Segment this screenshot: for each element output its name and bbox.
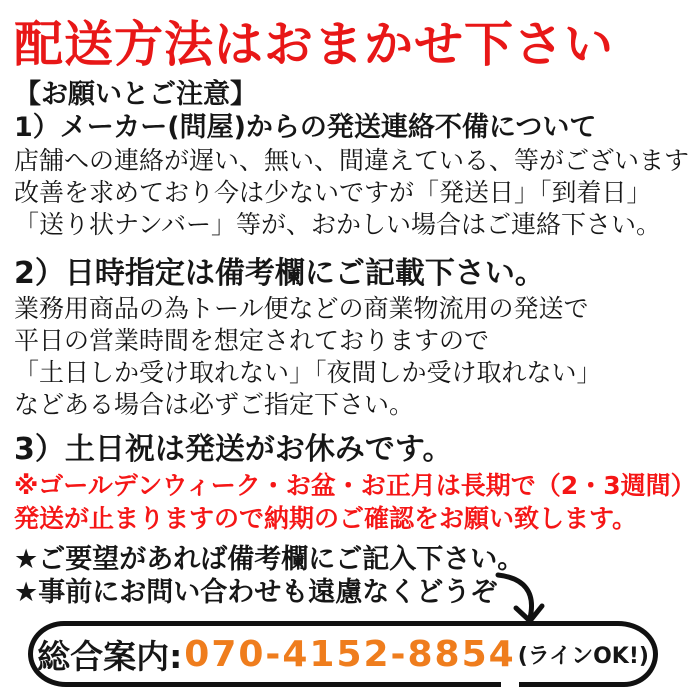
pen-stroke-gap: [501, 680, 519, 689]
notice-subtitle: 【お願いとご注意】: [14, 79, 257, 110]
star-notes: [14, 543, 700, 609]
contact-phone-number: 070-4152-8854: [184, 633, 516, 675]
contact-line-ok-note: (ラインOK!): [517, 643, 649, 669]
holiday-warning-line: 発送が止まりますので納期のご確認をお願い致します。: [14, 504, 638, 533]
star-note-line: ★事前にお問い合わせも遠慮なくどうぞ: [14, 577, 498, 608]
section-datetime-request: [14, 255, 700, 421]
section-1-line: 店舗への連絡が遅い、無い、間違えている、等がございます: [14, 146, 690, 175]
section-2-line: 業務用商品の為トール便などの商業物流用の発送で: [14, 294, 589, 323]
section-1-line: 改善を求めており今は少ないですが「発送日」「到着日」: [14, 178, 652, 207]
section-3-heading: 3）土日祝は発送がお休みです。: [14, 432, 453, 467]
section-2-line: 「土日しか受け取れない」「夜間しか受け取れない」: [14, 358, 602, 387]
section-weekend-holiday: [14, 431, 700, 535]
page-title: 配送方法はおまかせ下さい: [14, 16, 615, 73]
contact-box: [28, 621, 658, 687]
section-1-heading: 1）メーカー(問屋)からの発送連絡不備について: [14, 112, 597, 143]
holiday-warning-line: ※ゴールデンウィーク・お盆・お正月は長期で（2・3週間）: [14, 471, 696, 500]
star-note-line: ★ご要望があれば備考欄にご記入下さい。: [14, 544, 525, 575]
section-2-line: 平日の営業時間を想定されておりますので: [14, 326, 490, 355]
section-1-line: 「送り状ナンバー」等が、おかしい場合はご連絡下さい。: [14, 210, 662, 239]
contact-label: 総合案内:: [37, 636, 183, 676]
section-2-line: などある場合は必ずご指定下さい。: [14, 390, 415, 419]
section-shipping-contact: [14, 111, 700, 241]
section-2-heading: 2）日時指定は備考欄にご記載下さい。: [14, 256, 545, 291]
